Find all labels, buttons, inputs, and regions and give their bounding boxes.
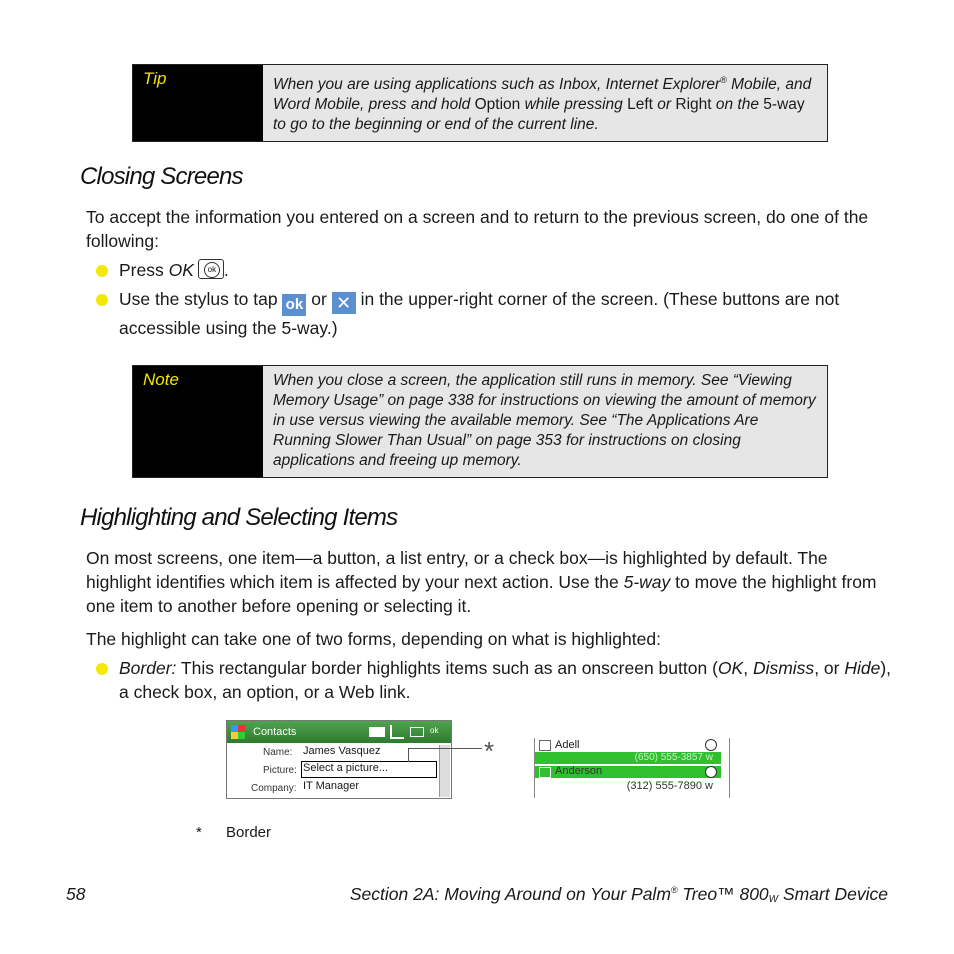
callout-line [408, 748, 409, 762]
tip-label: Tip [133, 65, 263, 141]
highlighted-row[interactable] [535, 766, 721, 778]
note-box [132, 365, 828, 478]
app-title: Contacts [253, 726, 297, 738]
battery-icon [410, 727, 424, 737]
contacts-screenshot [226, 720, 452, 799]
bullet-border: Border: This rectangular border highlights items such as an onscreen button (OK, Dismiss, or Hide), a check box, an option, or a Web link. [119, 658, 892, 702]
footer-section: Section 2A: Moving Around on Your Palm® Treo™ $800_W$ Smart Device [349, 884, 888, 905]
info-icon[interactable] [705, 766, 717, 778]
ok-button-icon: ok [282, 294, 306, 316]
caption-text: Border [226, 824, 272, 841]
ev-icon [369, 727, 385, 737]
company-label: Company: [251, 783, 297, 794]
picture-value: Select a picture... [303, 762, 388, 774]
scrollbar[interactable] [439, 745, 450, 797]
bullet-icon [96, 265, 108, 277]
tip-text: When you are using applications such as Inbox, Internet Explorer® Mobile, and Word Mobile, press and hold Option while pressing Left or Right on the 5-way to go to the beginning or end of the current line. [273, 75, 812, 134]
contact-list-screenshot [534, 738, 730, 798]
name-label: Name: [263, 747, 293, 758]
ok-key-icon [198, 259, 224, 279]
callout-line [408, 748, 482, 749]
row2-name: Anderson [555, 765, 603, 777]
bullet-icon [96, 294, 108, 306]
bullet-icon [96, 663, 108, 675]
caption-asterisk: * [196, 824, 202, 841]
ok-icon: ok [430, 726, 439, 735]
note-text: When you close a screen, the application still runs in memory. See “Viewing Memory Usage” on page 338 for instructions on viewing the amount of memory in use versus viewing the available memory. See “The Applications Are Running Slower Than Usual” on page 353 for instructions on closing applications and freeing up memory. [273, 372, 816, 469]
title-bar [227, 721, 451, 743]
tip-box [132, 64, 828, 142]
callout-asterisk: * [484, 736, 495, 766]
highlighting-paragraph-2: The highlight can take one of two forms, depending on what is highlighted: [86, 629, 661, 649]
row1-name: Adell [555, 739, 580, 751]
info-icon[interactable] [705, 739, 717, 751]
contact-card-icon [539, 767, 551, 778]
bullet-use-stylus: Use the stylus to tap ok or ✕ in the upper-right corner of the screen. (These buttons are not accessible using the 5-way.) [119, 289, 840, 338]
picture-label: Picture: [263, 765, 297, 776]
close-button-icon: ✕ [332, 292, 356, 314]
closing-screens-heading: Closing Screens [80, 163, 243, 190]
highlighting-heading: Highlighting and Selecting Items [80, 504, 398, 531]
windows-start-icon [231, 725, 245, 739]
page-number: 58 [66, 884, 86, 904]
closing-screens-intro: To accept the information you entered on a screen and to return to the previous screen, do one of the following: [86, 207, 869, 251]
company-value: IT Manager [303, 780, 360, 792]
row2-phone: (312) 555-7890 w [626, 780, 713, 792]
bullet-press-ok: Press OKok . [119, 258, 899, 282]
signal-icon [390, 725, 404, 739]
highlighted-row[interactable] [535, 752, 721, 764]
name-value: James Vasquez [303, 745, 381, 757]
note-label: Note [133, 366, 263, 477]
contact-card-icon [539, 740, 551, 751]
row1-phone: (650) 555-3857 w [634, 752, 713, 763]
highlighting-paragraph-1: On most screens, one item—a button, a list entry, or a check box—is highlighted by default. The highlight identifies which item is affected by your next action. Use the 5-way to move the highlight from one item to another before opening or selecting it. [86, 548, 877, 616]
